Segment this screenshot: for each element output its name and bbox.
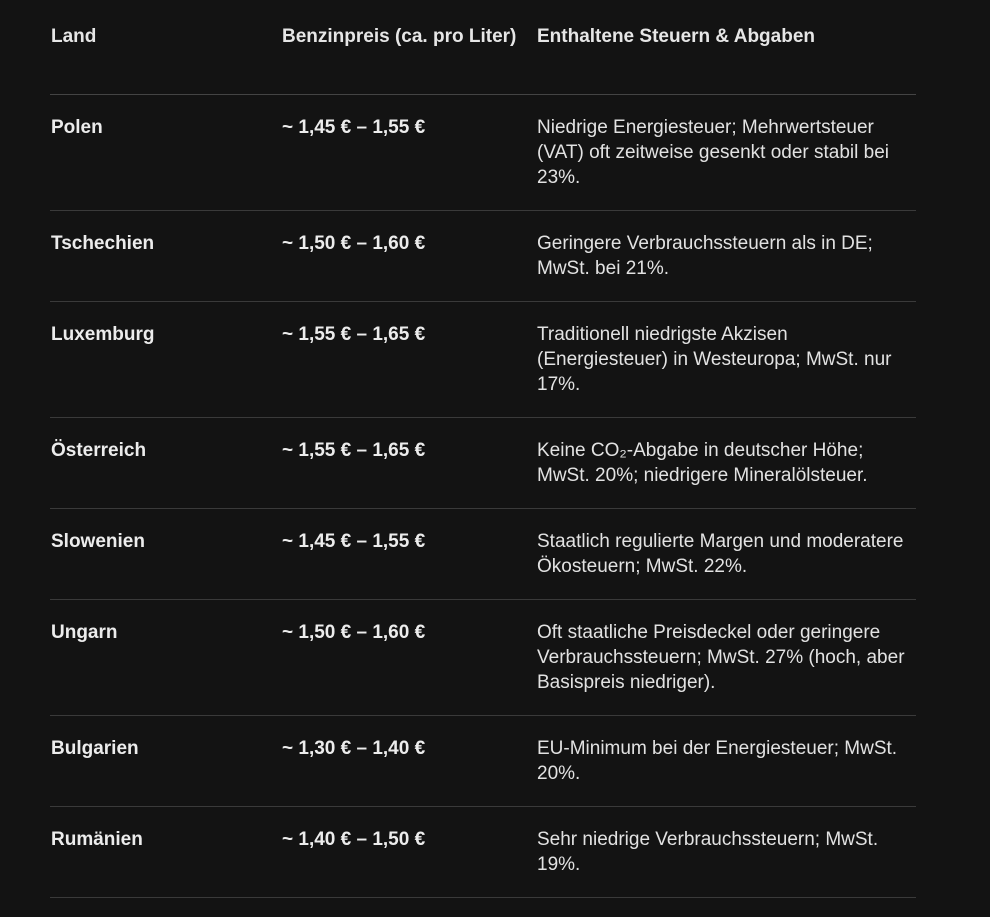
table-row [50,807,916,898]
table-row [50,302,916,418]
cell-price: ~ 1,50 € – 1,60 € [282,233,426,254]
cell-land: Polen [51,117,103,138]
fuel-price-table [50,10,916,898]
cell-price: ~ 1,30 € – 1,40 € [282,738,426,759]
table-row [50,716,916,807]
table-header-row [50,10,916,95]
cell-taxes: EU-Minimum bei der Energiesteuer; MwSt. 20%. [537,738,898,784]
cell-taxes: Staatlich regulierte Margen und moderatere Ökosteuern; MwSt. 22%. [537,531,904,577]
header-price: Benzinpreis (ca. pro Liter) [282,26,517,47]
cell-land: Ungarn [51,622,118,643]
cell-price: ~ 1,45 € – 1,55 € [282,117,426,138]
cell-land: Rumänien [51,829,143,850]
table-row [50,600,916,716]
cell-price: ~ 1,40 € – 1,50 € [282,829,426,850]
cell-price: ~ 1,50 € – 1,60 € [282,622,426,643]
table-row [50,509,916,600]
cell-price: ~ 1,55 € – 1,65 € [282,324,426,345]
cell-price: ~ 1,45 € – 1,55 € [282,531,426,552]
cell-taxes: Geringere Verbrauchssteuern als in DE; MwSt. bei 21%. [537,233,873,279]
cell-taxes: Traditionell niedrigste Akzisen (Energiesteuer) in Westeuropa; MwSt. nur 17%. [537,324,892,395]
cell-taxes: Keine CO₂-Abgabe in deutscher Höhe; MwSt. 20%; niedrigere Mineralölsteuer. [537,440,868,486]
cell-price: ~ 1,55 € – 1,65 € [282,440,426,461]
cell-land: Tschechien [51,233,155,254]
table-row [50,95,916,211]
table-row [50,211,916,302]
cell-land: Luxemburg [51,324,155,345]
cell-taxes: Sehr niedrige Verbrauchssteuern; MwSt. 19%. [537,829,879,875]
cell-land: Bulgarien [51,738,139,759]
table-row [50,418,916,509]
cell-land: Österreich [51,440,147,461]
cell-land: Slowenien [51,531,145,552]
cell-taxes: Oft staatliche Preisdeckel oder geringere Verbrauchssteuern; MwSt. 27% (hoch, aber Basispreis niedriger). [537,622,905,693]
header-taxes: Enthaltene Steuern & Abgaben [537,26,815,47]
header-land: Land [51,26,97,47]
cell-taxes: Niedrige Energiesteuer; Mehrwertsteuer (VAT) oft zeitweise gesenkt oder stabil bei 23%. [537,117,890,188]
